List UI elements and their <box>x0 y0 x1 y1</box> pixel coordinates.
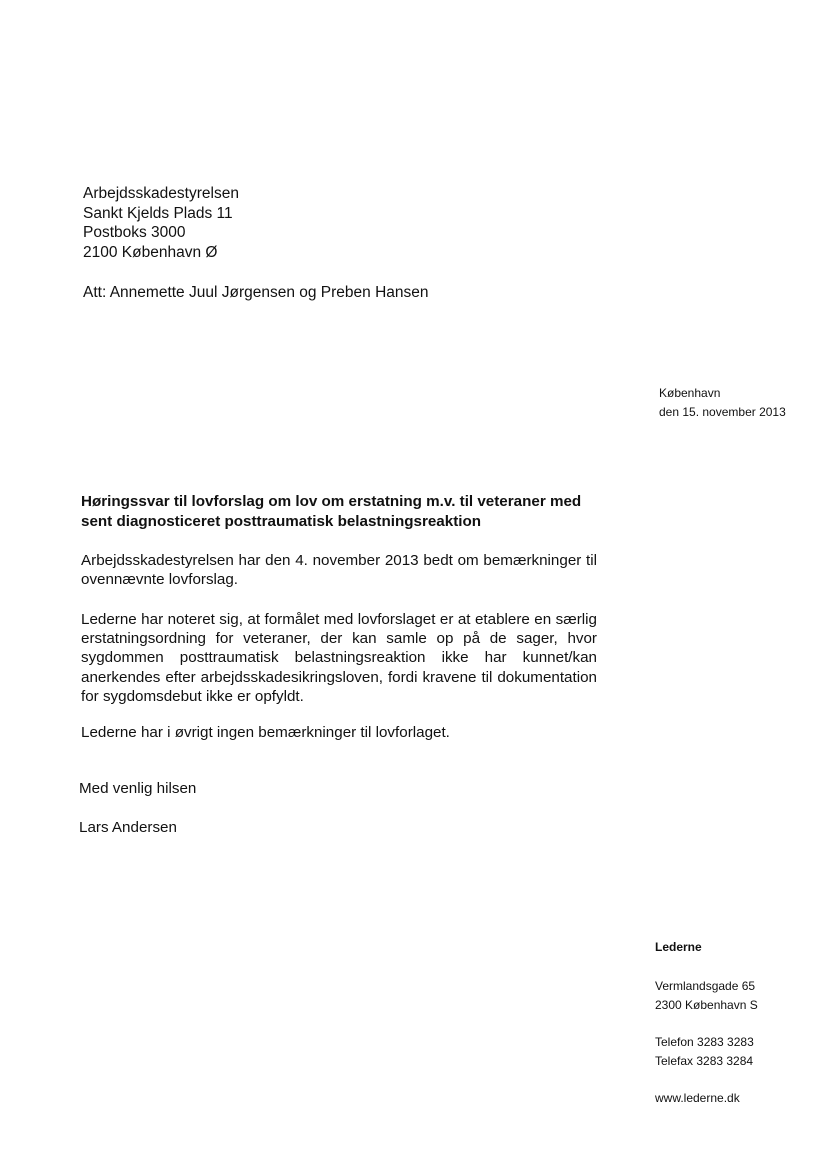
attention-line: Att: Annemette Juul Jørgensen og Preben Hansen <box>83 284 429 301</box>
signature-name: Lars Andersen <box>79 819 177 836</box>
sender-postal-city: 2300 København S <box>655 998 758 1012</box>
sender-street: Vermlandsgade 65 <box>655 979 756 993</box>
body-paragraph-2: Lederne har noteret sig, at formålet med lovforslaget er at etablere en særlig erstatningsordning for veteraner, der kan samle op på de sager, hvor sygdommen posttraumatisk belastningsreaktion ikke har kunnet/kan anerkendes efter arbejdsskadesikringsloven, fordi kravene til dokumentation for sygdomsdebut ikke er opfyldt. <box>81 611 597 705</box>
date-block <box>659 384 819 422</box>
letter-city: København <box>659 386 721 400</box>
recipient-postal-city: 2100 København Ø <box>83 243 218 261</box>
closing-greeting: Med venlig hilsen <box>79 780 197 797</box>
letter-date: den 15. november 2013 <box>659 405 786 419</box>
sender-website: www.lederne.dk <box>655 1091 740 1105</box>
body-paragraph-3: Lederne har i øvrigt ingen bemærkninger til lovforlaget. <box>81 724 450 741</box>
recipient-postbox: Postboks 3000 <box>83 224 186 241</box>
recipient-address <box>83 184 503 262</box>
recipient-name: Arbejdsskadestyrelsen <box>83 185 239 202</box>
recipient-street: Sankt Kjelds Plads 11 <box>83 204 233 222</box>
body-paragraph-1: Arbejdsskadestyrelsen har den 4. november 2013 bedt om bemærkninger til ovennævnte lovforslag. <box>81 552 597 589</box>
letter-subject: Høringssvar til lovforslag om lov om erstatning m.v. til veteraner med sent diagnosticeret posttraumatisk belastningsreaktion <box>81 493 582 530</box>
sender-footer <box>655 938 815 1108</box>
sender-phone: Telefon 3283 3283 <box>655 1035 754 1049</box>
sender-organization: Lederne <box>655 940 702 954</box>
sender-fax: Telefax 3283 3284 <box>655 1054 754 1068</box>
